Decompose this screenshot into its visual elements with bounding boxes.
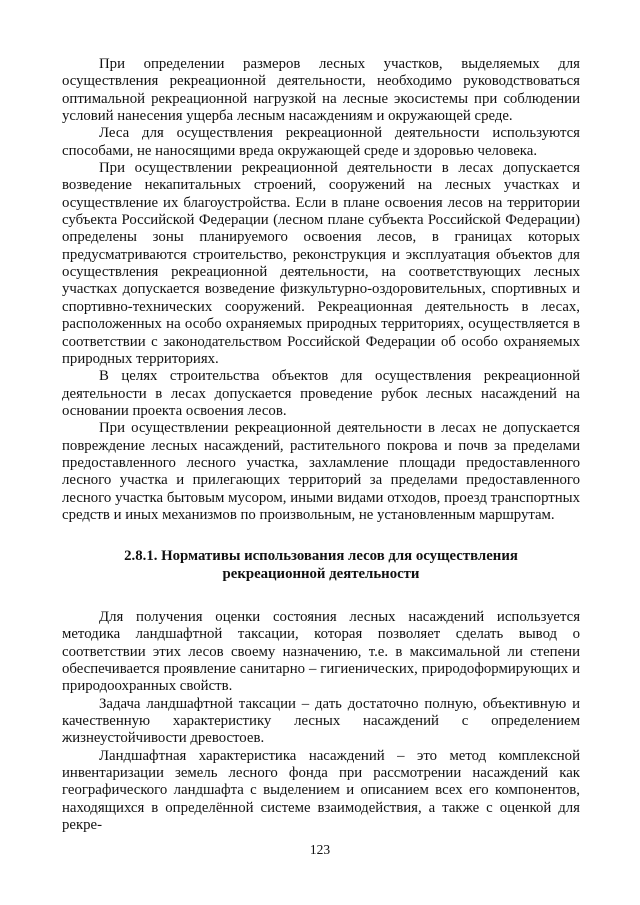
paragraph: В целях строительства объектов для осуществления рекреационной деятельности в лесах допускается проведение рубок лесных насаждений на основании проекта освоения лесов. bbox=[62, 368, 580, 419]
paragraph: При осуществлении рекреационной деятельности в лесах допускается возведение некапитальных строений, сооружений на лесных участках и осуществление их благоустройства. Если в плане освоения лесов на территории субъекта Российской Федерации (лесном плане субъекта Российской Федерации) определены зоны планируемого освоения лесов, в границах которых предусматриваются строительство, реконструкция и эксплуатация объектов для осуществления рекреационной деятельности, на соответствующих лесных участках допускается возведение физкультурно-оздоровительных, спортивных и спортивно-технических сооружений. Рекреационная деятельность в лесах, расположенных на особо охраняемых природных территориях, осуществляется в соответствии с законодательством Российской Федерации об особо охраняемых природных территориях. bbox=[62, 160, 580, 367]
paragraph: Ландшафтная характеристика насаждений – это метод комплексной инвентаризации земель лесного фонда при рассмотрении насаждений как географического ландшафта с выделением и описанием всех его компонентов, находящихся в определённой системе взаимодействия, а также с оценкой для рекре- bbox=[62, 747, 580, 834]
paragraph: Для получения оценки состояния лесных насаждений используется методика ландшафтной таксации, которая позволяет сделать вывод о соответствии этих лесов своему назначению, т.е. в максимальной ли степени обеспечивается проявление санитарно – гигиенических, природоформирующих и природоохранных свойств. bbox=[62, 608, 580, 695]
paragraph: Задача ландшафтной таксации – дать достаточно полную, объективную и качественную характеристику лесных насаждений с определением жизнеустойчивости древостоев. bbox=[62, 695, 580, 747]
paragraph: При осуществлении рекреационной деятельности в лесах не допускается повреждение лесных насаждений, растительного покрова и почв за пределами предоставленного лесного участка, захламление площади предоставленного лесного участка и прилегающих территорий за пределами предоставленного лесного участка бытовым мусором, иными видами отходов, проезд транспортных средств и иных механизмов по произвольным, не установленным маршрутам. bbox=[62, 420, 580, 523]
paragraph: При определении размеров лесных участков, выделяемых для осуществления рекреационной деятельности, необходимо руководствоваться оптимальной рекреационной нагрузкой на лесные экосистемы при соблюдении условий нанесения ущерба лесным насаждениям и окружающей среде. bbox=[62, 56, 580, 125]
section-heading: 2.8.1. Нормативы использования лесов для осуществления рекреационной деятельности bbox=[124, 548, 518, 582]
page-number: 123 bbox=[309, 842, 331, 857]
document-page bbox=[62, 56, 580, 834]
paragraph: Леса для осуществления рекреационной деятельности используются способами, не наносящими вреда окружающей среде и здоровью человека. bbox=[62, 125, 580, 159]
